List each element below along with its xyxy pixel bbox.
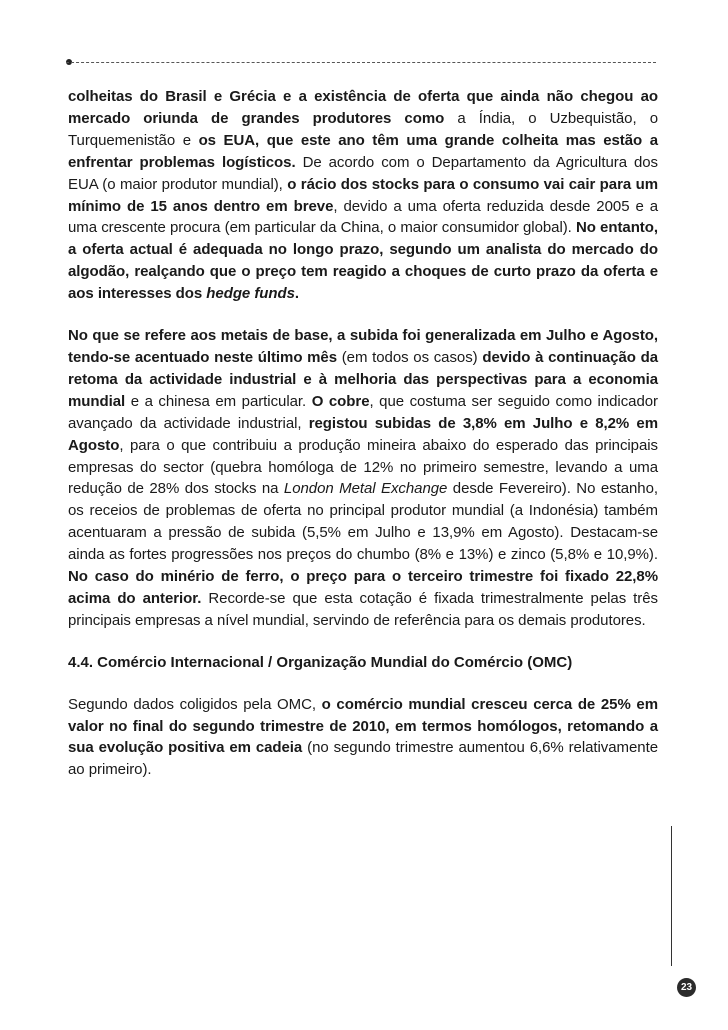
text-run: No entanto, a oferta actual é adequada no longo prazo, segundo um analista do mercado do algodão, realçando que o preço tem reagido a choques de curto prazo da oferta e aos interesses dos — [68, 219, 658, 303]
text-run: De acordo com o Departamento da Agricultura dos EUA (o maior produtor mundial), — [68, 153, 659, 193]
text-run: (no segundo trimestre aumentou 6,6% relativamente ao primeiro). — [68, 739, 658, 779]
text-run: o rácio dos stocks para o consumo vai cair para um mínimo de 15 anos dentro em breve — [68, 175, 658, 215]
text-run: O cobre — [311, 392, 370, 410]
text-run: , que costuma ser seguido como indicador avançado da actividade industrial, — [68, 392, 658, 432]
text-run: devido à continuação da retoma da actividade industrial e à melhoria das perspectivas para a economia mundial — [68, 348, 658, 410]
publication-label — [672, 826, 704, 966]
paragraph-world-trade — [68, 694, 658, 782]
section-heading: 4.4. Comércio Internacional / Organização Mundial do Comércio (OMC) — [68, 653, 573, 671]
text-run: , para o que contribuiu a produção mineira abaixo do esperado das principais empresas do sector (quebra homóloga de 12% no primeiro semestre, levando a uma redução de 28% dos stocks na — [68, 436, 658, 498]
text-run: London Metal Exchange — [283, 480, 448, 498]
text-run: (em todos os casos) — [337, 348, 483, 366]
text-run: a Índia, o Uzbequistão, o Turquemenistão e — [68, 109, 658, 149]
paragraph-base-metals — [68, 325, 658, 632]
paragraph-cotton — [68, 86, 658, 305]
text-run: hedge funds — [206, 285, 295, 303]
text-run: Recorde-se que esta cotação é fixada trimestralmente pelas três principais empresas a nível mundial, servindo de referência para os demais produtores. — [68, 589, 658, 629]
text-run: desde Fevereiro). No estanho, os receios de problemas de oferta no principal produtor mundial (a Indonésia) também acentuaram a pressão de subida (5,5% em Julho e 13,9% em Agosto). Destacam-se ainda as fortes progressões nos preços do chumbo (8% e 13%) e zinco (5,8% e 10,9%). — [68, 480, 658, 564]
text-run: os EUA, que este ano têm uma grande colheita mas estão a enfrentar problemas logísticos. — [68, 131, 658, 171]
page-number-badge: 23 — [677, 978, 696, 997]
text-run: Segundo dados coligidos pela OMC, — [68, 695, 322, 713]
text-run: , devido a uma oferta reduzida desde 2005 e a uma crescente procura (em particular da China, o maior consumidor global). — [68, 197, 659, 237]
article-body — [68, 86, 658, 781]
text-run: No caso do minério de ferro, o preço para o terceiro trimestre foi fixado 22,8% acima do anterior. — [68, 568, 658, 607]
text-run: colheitas do Brasil e Grécia e a existência de oferta que ainda não chegou ao mercado oriunda de grandes produtores como — [68, 88, 658, 127]
text-run: registou subidas de 3,8% em Julho e 8,2% em Agosto — [68, 414, 658, 454]
text-run: . — [294, 285, 300, 303]
text-run: o comércio mundial cresceu cerca de 25% em valor no final do segundo trimestre de 2010, em termos homólogos, retomando a sua evolução positiva em cadeia — [68, 695, 658, 757]
publication-word-4 — [678, 940, 728, 960]
text-run: No que se refere aos metais de base, a subida foi generalizada em Julho e Agosto, tendo-se acentuado neste último mês — [68, 327, 658, 366]
text-run: e a chinesa em particular. — [125, 392, 312, 410]
header-dashed-rule — [66, 62, 656, 63]
